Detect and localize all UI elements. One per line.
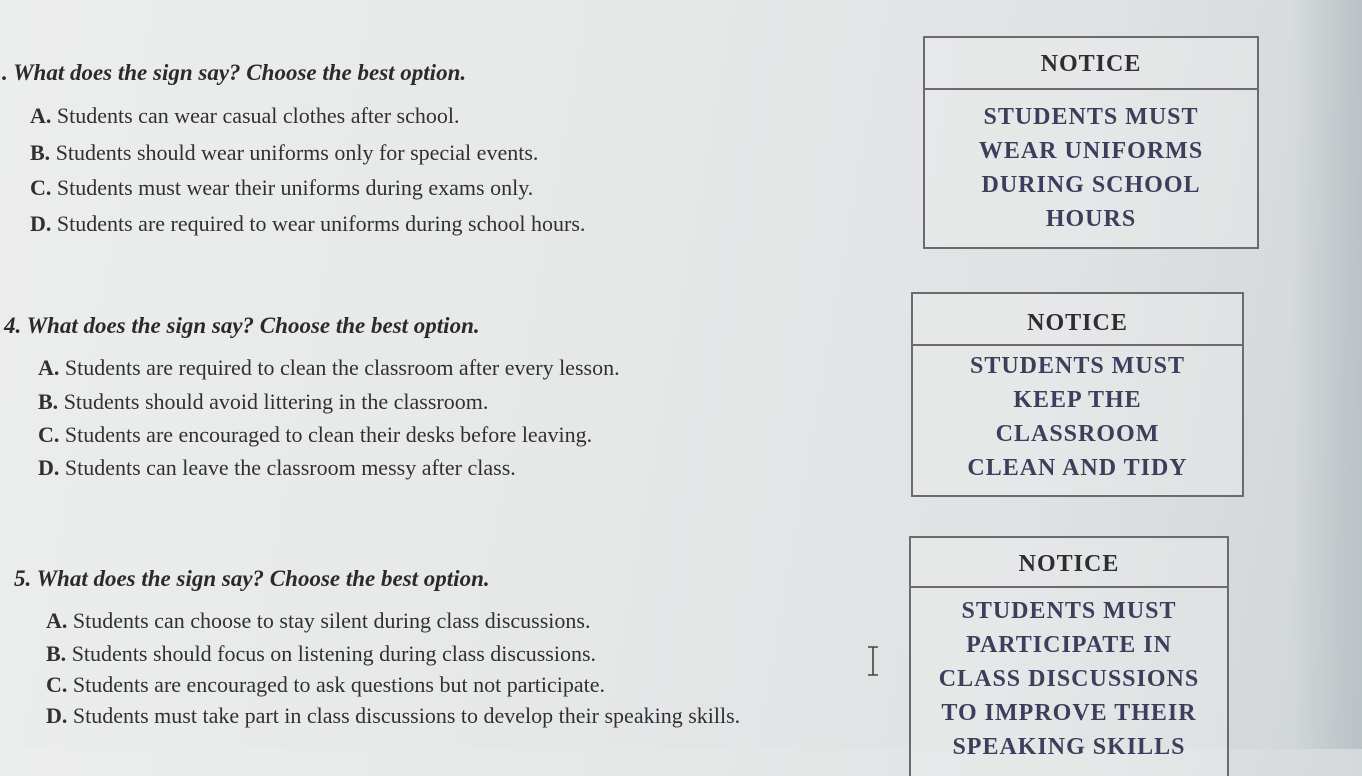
- notice-sign-4: [911, 292, 1244, 497]
- option-letter: B.: [38, 389, 59, 414]
- question-4-option-a[interactable]: [38, 355, 620, 381]
- option-text: Students can leave the classroom messy after class.: [59, 455, 516, 480]
- question-3-option-d[interactable]: [30, 211, 585, 237]
- option-text: Students can wear casual clothes after school.: [51, 103, 460, 128]
- question-4-option-c[interactable]: [38, 422, 592, 448]
- notice-sign-line: CLASS DISCUSSIONS: [938, 666, 1200, 692]
- option-text: Students are required to wear uniforms during school hours.: [51, 211, 586, 236]
- question-3-option-a[interactable]: [30, 103, 459, 129]
- notice-sign-body: [913, 346, 1242, 485]
- notice-sign-line: TO IMPROVE THEIR: [941, 700, 1197, 726]
- option-letter: C.: [38, 422, 60, 447]
- option-letter: C.: [30, 175, 52, 200]
- notice-sign-line: STUDENTS MUST: [969, 353, 1186, 379]
- option-text: Students must wear their uniforms during exams only.: [51, 175, 534, 200]
- option-letter: A.: [30, 103, 52, 128]
- notice-sign-line: PARTICIPATE IN: [966, 632, 1172, 658]
- question-5-prompt: 5. What does the sign say? Choose the best option.: [14, 566, 490, 591]
- notice-sign-line: KEEP THE: [1013, 387, 1142, 413]
- notice-sign-5: [909, 536, 1229, 776]
- option-text: Students can choose to stay silent during class discussions.: [67, 608, 591, 633]
- notice-sign-line: CLEAN AND TIDY: [967, 455, 1188, 481]
- option-letter: B.: [30, 140, 51, 165]
- option-text: Students should avoid littering in the classroom.: [58, 389, 489, 414]
- question-4-option-d[interactable]: [38, 455, 516, 481]
- option-text: Students should wear uniforms only for special events.: [50, 140, 539, 165]
- question-4-prompt: 4. What does the sign say? Choose the best option.: [4, 313, 480, 338]
- notice-sign-line: DURING SCHOOL: [981, 172, 1201, 198]
- notice-sign-line: CLASSROOM: [995, 421, 1160, 447]
- notice-sign-line: SPEAKING SKILLS: [952, 734, 1186, 760]
- question-4-option-b[interactable]: [38, 389, 488, 415]
- question-5-option-a[interactable]: [46, 608, 590, 634]
- option-text: Students are encouraged to ask questions but not participate.: [67, 672, 606, 697]
- option-letter: D.: [30, 211, 52, 236]
- question-3-prompt: . What does the sign say? Choose the best option.: [2, 60, 467, 85]
- notice-sign-3: [923, 36, 1259, 249]
- option-letter: D.: [46, 703, 68, 728]
- notice-sign-body: [911, 588, 1227, 764]
- option-letter: C.: [46, 672, 68, 697]
- option-text: Students should focus on listening during class discussions.: [66, 641, 597, 666]
- option-text: Students are encouraged to clean their desks before leaving.: [59, 422, 593, 447]
- notice-sign-body: [925, 90, 1257, 236]
- option-letter: D.: [38, 455, 60, 480]
- notice-sign-line: STUDENTS MUST: [983, 104, 1199, 130]
- question-3-option-b[interactable]: [30, 140, 538, 166]
- notice-sign-header: NOTICE: [913, 294, 1242, 346]
- question-3-option-c[interactable]: [30, 175, 533, 201]
- text-cursor-icon: [866, 646, 880, 676]
- option-letter: A.: [38, 355, 60, 380]
- notice-sign-header: NOTICE: [911, 538, 1227, 588]
- notice-sign-line: WEAR UNIFORMS: [978, 138, 1204, 164]
- question-5-option-b[interactable]: [46, 641, 596, 667]
- option-text: Students must take part in class discussions to develop their speaking skills.: [67, 703, 741, 728]
- question-5-option-d[interactable]: [46, 703, 740, 729]
- page-edge-shadow: [1292, 0, 1362, 749]
- option-letter: B.: [46, 641, 67, 666]
- notice-sign-header: NOTICE: [925, 38, 1257, 90]
- notice-sign-line: HOURS: [1045, 206, 1137, 232]
- option-text: Students are required to clean the classroom after every lesson.: [59, 355, 620, 380]
- question-5-option-c[interactable]: [46, 672, 605, 698]
- notice-sign-line: STUDENTS MUST: [961, 598, 1177, 624]
- option-letter: A.: [46, 608, 68, 633]
